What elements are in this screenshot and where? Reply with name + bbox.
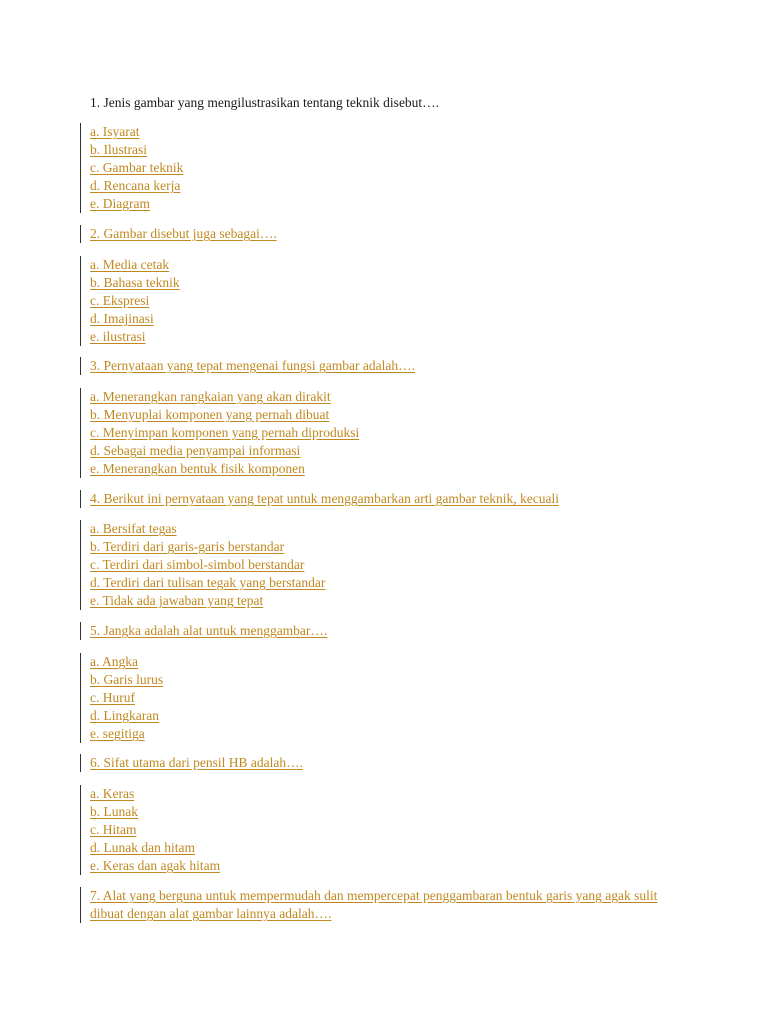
option-q4-d[interactable]: d. Terdiri dari tulisan tegak yang berstandar: [90, 575, 326, 590]
option-q2-d[interactable]: d. Imajinasi: [90, 311, 154, 326]
option-q3-c[interactable]: c. Menyimpan komponen yang pernah diproduksi: [90, 425, 360, 440]
options-q1: [80, 123, 183, 213]
question-3[interactable]: 3. Pernyataan yang tepat mengenai fungsi gambar adalah….: [90, 358, 416, 373]
option-q3-d[interactable]: d. Sebagai media penyampai informasi: [90, 443, 301, 458]
option-q3-a[interactable]: a. Menerangkan rangkaian yang akan dirakit: [90, 389, 331, 404]
option-q5-d[interactable]: d. Lingkaran: [90, 708, 159, 723]
question-5-block: [80, 622, 327, 640]
option-q2-a[interactable]: a. Media cetak: [90, 257, 170, 272]
question-1: 1. Jenis gambar yang mengilustrasikan tentang teknik disebut….: [90, 95, 440, 110]
option-q4-b[interactable]: b. Terdiri dari garis-garis berstandar: [90, 539, 285, 554]
option-q1-e[interactable]: e. Diagram: [90, 196, 150, 211]
option-q3-e[interactable]: e. Menerangkan bentuk fisik komponen: [90, 461, 305, 476]
option-q1-d[interactable]: d. Rencana kerja: [90, 178, 181, 193]
option-q6-e[interactable]: e. Keras dan agak hitam: [90, 858, 221, 873]
option-q5-a[interactable]: a. Angka: [90, 654, 138, 669]
options-q4: [80, 520, 325, 610]
question-4-block: [80, 490, 559, 508]
option-q5-b[interactable]: b. Garis lurus: [90, 672, 164, 687]
question-2-block: [80, 225, 277, 243]
option-q3-b[interactable]: b. Menyuplai komponen yang pernah dibuat: [90, 407, 330, 422]
option-q6-d[interactable]: d. Lunak dan hitam: [90, 840, 195, 855]
option-q2-c[interactable]: c. Ekspresi: [90, 293, 150, 308]
option-q4-a[interactable]: a. Bersifat tegas: [90, 521, 177, 536]
option-q5-c[interactable]: c. Huruf: [90, 690, 135, 705]
option-q1-a[interactable]: a. Isyarat: [90, 124, 140, 139]
option-q6-b[interactable]: b. Lunak: [90, 804, 138, 819]
question-5[interactable]: 5. Jangka adalah alat untuk menggambar….: [90, 623, 328, 638]
question-3-block: [80, 357, 415, 375]
question-7-block: [80, 887, 680, 923]
options-q5: [80, 653, 163, 743]
option-q6-c[interactable]: c. Hitam: [90, 822, 137, 837]
option-q5-e[interactable]: e. segitiga: [90, 726, 145, 741]
question-6-block: [80, 754, 303, 772]
question-4[interactable]: 4. Berikut ini pernyataan yang tepat untuk menggambarkan arti gambar teknik, kecuali: [90, 491, 559, 506]
option-q4-c[interactable]: c. Terdiri dari simbol-simbol berstandar: [90, 557, 305, 572]
option-q1-b[interactable]: b. Ilustrasi: [90, 142, 147, 157]
options-q6: [80, 785, 220, 875]
option-q6-a[interactable]: a. Keras: [90, 786, 135, 801]
options-q2: [80, 256, 180, 346]
option-q4-e[interactable]: e. Tidak ada jawaban yang tepat: [90, 593, 264, 608]
question-6[interactable]: 6. Sifat utama dari pensil HB adalah….: [90, 755, 303, 770]
option-q2-e[interactable]: e. ilustrasi: [90, 329, 146, 344]
options-q3: [80, 388, 359, 478]
option-q2-b[interactable]: b. Bahasa teknik: [90, 275, 180, 290]
question-2[interactable]: 2. Gambar disebut juga sebagai….: [90, 226, 277, 241]
question-7[interactable]: 7. Alat yang berguna untuk mempermudah dan mempercepat penggambaran bentuk garis yang agak sulit dibuat dengan alat gambar lainnya adalah….: [90, 888, 658, 921]
option-q1-c[interactable]: c. Gambar teknik: [90, 160, 184, 175]
